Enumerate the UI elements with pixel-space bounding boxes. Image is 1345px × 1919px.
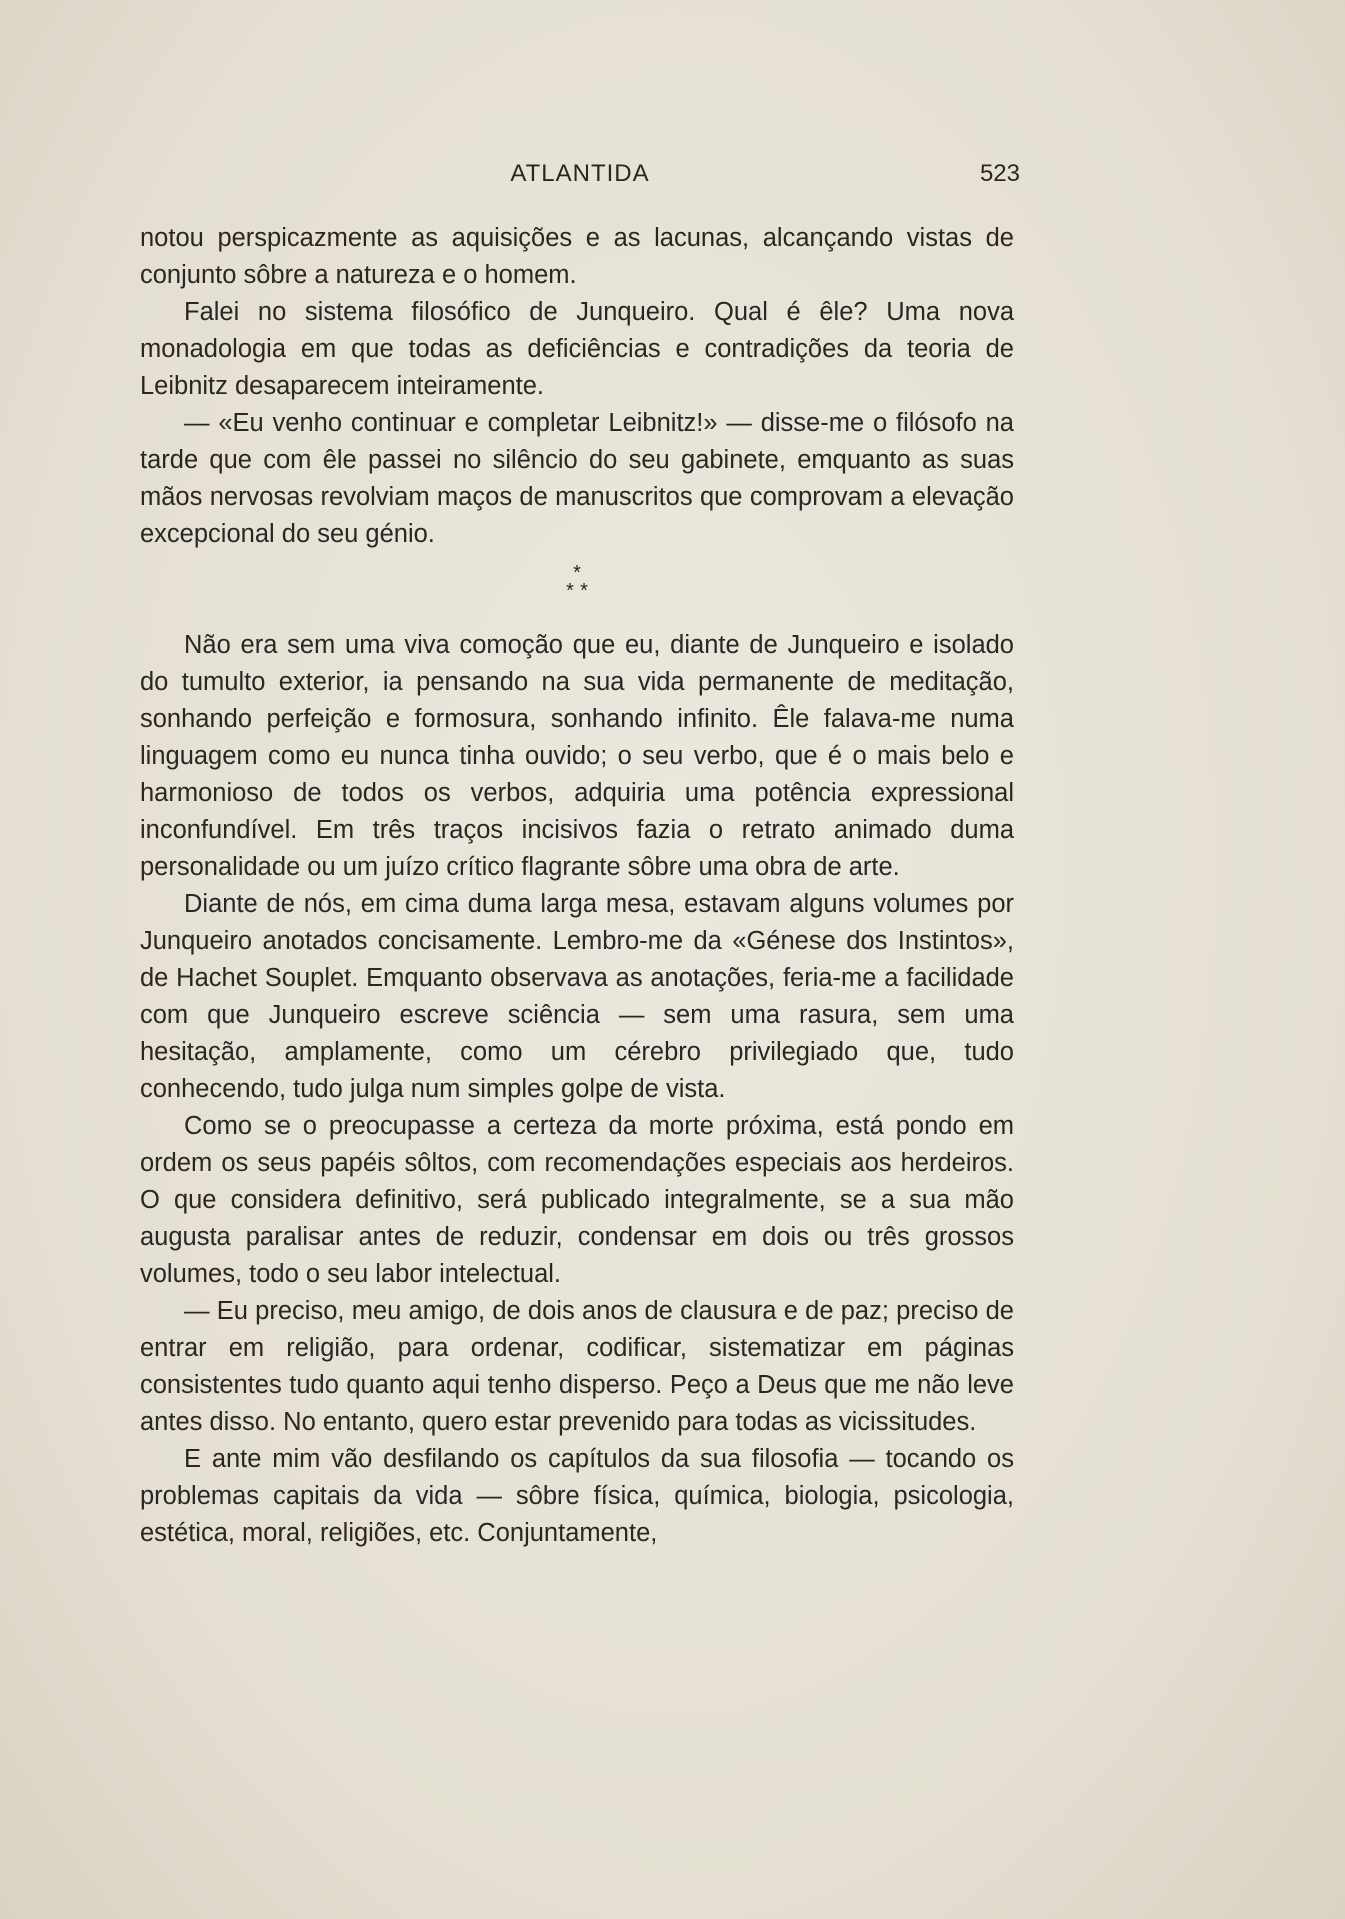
paragraph: Diante de nós, em cima duma larga mesa, estavam alguns volumes por Junqueiro anotados concisamente. Lembro-me da «Génese dos Instintos», de Hachet Souplet. Emquanto observava as anotações, feria-me a facilidade com que Junqueiro escreve sciência — sem uma rasura, sem uma hesitação, amplamente, como um cérebro privilegiado que, tudo conhecendo, tudo julga num simples golpe de vista. [140,890,1014,1103]
running-title: ATLANTIDA [510,160,650,187]
paragraph: E ante mim vão desfilando os capítulos da sua filosofia — tocando os problemas capitais da vida — sôbre física, química, biologia, psicologia, estética, moral, religiões, etc. Conjuntamente, [140,1445,1014,1547]
paragraph: — «Eu venho continuar e completar Leibnitz!» — disse-me o filósofo na tarde que com êle passei no silêncio do seu gabinete, emquanto as suas mãos nervosas revolviam maços de manuscritos que comprovam a elevação excepcional do seu génio. [140,409,1014,548]
paragraph: Como se o preocupasse a certeza da morte próxima, está pondo em ordem os seus papéis sôltos, com recomendações especiais aos herdeiros. O que considera definitivo, será publicado integralmente, se a sua mão augusta paralisar antes de reduzir, condensar em dois ou três grossos volumes, todo o seu labor intelectual. [140,1112,1014,1288]
asterism-star: * [573,562,581,584]
paragraph: Falei no sistema filosófico de Junqueiro. Qual é êle? Uma nova monadologia em que todas as deficiências e contradições da teoria de Leibnitz desaparecem inteiramente. [140,298,1014,400]
asterism-separator [140,553,1014,627]
running-head [140,160,1020,200]
paragraph: — Eu preciso, meu amigo, de dois anos de clausura e de paz; preciso de entrar em religião, para ordenar, codificar, sistematizar em páginas consistentes tudo quanto aqui tenho disperso. Peço a Deus que me não leve antes disso. No entanto, quero estar prevenido para todas as vicissitudes. [140,1297,1014,1436]
asterism-star: * [580,580,588,602]
paragraph: notou perspicazmente as aquisições e as lacunas, alcançando vistas de conjunto sôbre a natureza e o homem. [140,224,1014,289]
paragraph: Não era sem uma viva comoção que eu, diante de Junqueiro e isolado do tumulto exterior, ia pensando na sua vida permanente de meditação, sonhando perfeição e formosura, sonhando infinito. Êle falava-me numa linguagem como eu nunca tinha ouvido; o seu verbo, que é o mais belo e harmonioso de todos os verbos, adquiria uma potência expressional inconfundível. Em três traços incisivos fazia o retrato animado duma personalidade ou um juízo crítico flagrante sôbre uma obra de arte. [140,631,1014,881]
body-text [140,220,1014,1552]
page-number: 523 [979,160,1020,187]
asterism-star: * [566,580,574,602]
